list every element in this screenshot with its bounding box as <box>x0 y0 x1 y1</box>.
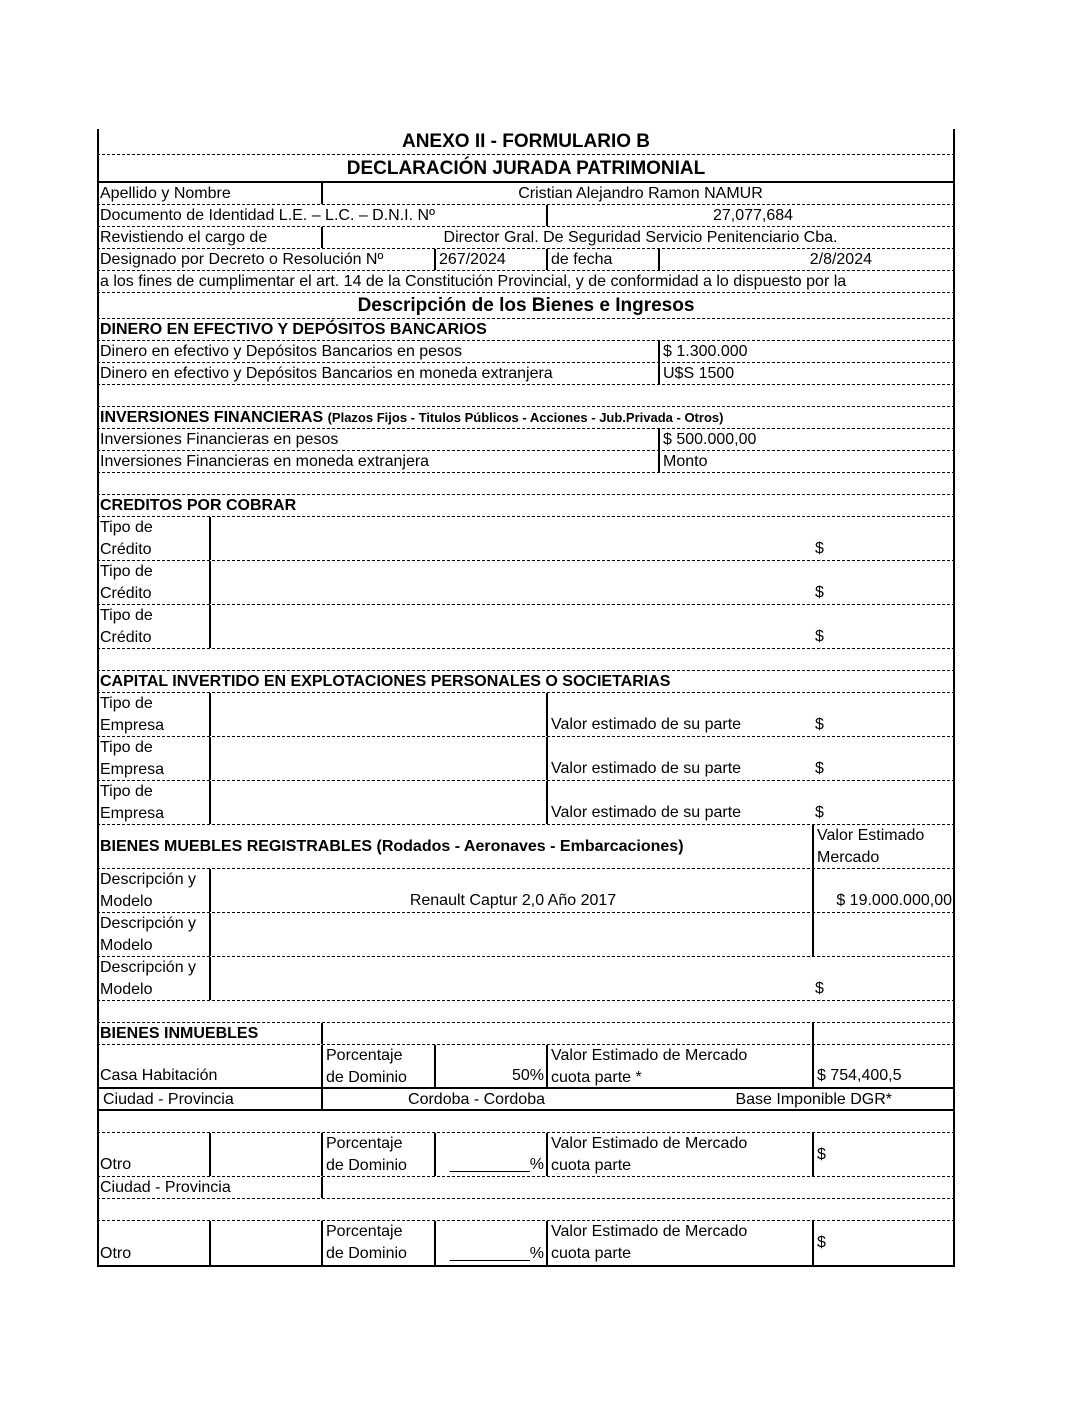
credito-amount[interactable]: $ <box>815 628 824 645</box>
dinero-pesos-row <box>97 341 955 363</box>
inversiones-title: INVERSIONES FINANCIERAS <box>100 409 324 426</box>
spacer-row <box>97 385 955 407</box>
casa-valor-label: Valor Estimado de Mercado cuota parte * <box>546 1045 812 1087</box>
capital-row <box>97 781 955 825</box>
fecha-value: 2/8/2024 <box>658 249 875 270</box>
otro-valor-value[interactable]: $ <box>812 1221 955 1265</box>
decreto-row <box>97 249 955 271</box>
muebles-title-cell <box>97 825 812 868</box>
empresa-field[interactable] <box>209 737 546 780</box>
mueble-label: Descripción y Modelo <box>100 915 197 954</box>
inversiones-extranjera-value: Monto <box>658 451 955 472</box>
empresa-label: Tipo de Empresa <box>100 695 165 734</box>
empresa-field[interactable] <box>209 693 546 736</box>
dinero-header-row <box>97 319 955 341</box>
credito-amount[interactable]: $ <box>815 540 824 557</box>
casa-ciudad-label: Ciudad - Provincia <box>103 1091 234 1108</box>
document-value: 27,077,684 <box>546 205 955 226</box>
otro-ciudad-field[interactable] <box>321 1177 955 1198</box>
inversiones-extranjera-row <box>97 451 955 473</box>
mueble-row <box>97 913 955 957</box>
muebles-valor-header: Valor Estimado Mercado <box>812 825 955 868</box>
title-row <box>97 129 955 155</box>
mueble-description[interactable] <box>209 913 812 956</box>
otro-valor-label: Valor Estimado de Mercado cuota parte <box>546 1221 812 1265</box>
inmuebles-header-cell <box>812 1023 955 1044</box>
dinero-extranjera-value: U$S 1500 <box>658 363 955 384</box>
credito-label: Tipo de Crédito <box>100 563 153 602</box>
name-row <box>97 183 955 205</box>
inversiones-title-cell <box>97 407 955 428</box>
dinero-pesos-value: $ 1.300.000 <box>658 341 955 362</box>
spacer-row <box>97 1199 955 1221</box>
otro-porcentaje-value[interactable]: _________% <box>434 1221 546 1265</box>
descripcion-title: Descripción de los Bienes e Ingresos <box>357 295 695 316</box>
document-row <box>97 205 955 227</box>
inversiones-title-note: (Plazos Fijos - Titulos Públicos - Acciones - Jub.Privada - Otros) <box>327 410 724 425</box>
casa-ciudad-row <box>97 1089 955 1111</box>
credito-label: Tipo de Crédito <box>100 519 153 558</box>
cargo-row <box>97 227 955 249</box>
muebles-title: BIENES MUEBLES REGISTRABLES <box>100 838 373 855</box>
capital-title: CAPITAL INVERTIDO EN EXPLOTACIONES PERSONALES O SOCIETARIAS <box>100 673 671 690</box>
inversiones-pesos-row <box>97 429 955 451</box>
form-bottom-border <box>97 1265 955 1267</box>
inversiones-extranjera-label: Inversiones Financieras en moneda extranjera <box>100 453 430 470</box>
capital-amount[interactable]: $ <box>815 760 824 777</box>
otro-porcentaje-label: Porcentaje de Dominio <box>321 1221 433 1265</box>
inversiones-pesos-value: $ 500.000,00 <box>658 429 955 450</box>
casa-porcentaje-value[interactable]: 50% <box>434 1045 546 1087</box>
cargo-value: Director Gral. De Seguridad Servicio Penitenciario Cba. <box>321 227 955 248</box>
inmuebles-header-row <box>97 1023 955 1045</box>
valor-estimado-label: Valor estimado de su parte <box>546 737 812 780</box>
decreto-value: 267/2024 <box>434 249 546 270</box>
spacer-row <box>97 473 955 495</box>
spacer-row <box>97 649 955 671</box>
name-value: Cristian Alejandro Ramon NAMUR <box>321 183 955 204</box>
credito-description-field[interactable] <box>209 561 812 604</box>
credito-description-field[interactable] <box>209 517 812 560</box>
fecha-label: de fecha <box>546 249 658 270</box>
decreto-label: Designado por Decreto o Resolución Nº <box>100 251 384 268</box>
casa-valor-value[interactable]: $ 754,400,5 <box>812 1045 955 1087</box>
otro-porcentaje-value[interactable]: _________% <box>434 1133 546 1176</box>
inversiones-pesos-label: Inversiones Financieras en pesos <box>100 431 339 448</box>
mueble-description[interactable] <box>209 957 812 1000</box>
cargo-label: Revistiendo el cargo de <box>100 229 268 246</box>
otro-field[interactable] <box>209 1221 321 1265</box>
mueble-label: Descripción y Modelo <box>100 871 197 910</box>
inmuebles-title: BIENES INMUEBLES <box>100 1025 259 1042</box>
dinero-title: DINERO EN EFECTIVO Y DEPÓSITOS BANCARIOS <box>100 321 487 338</box>
spacer-row <box>97 1001 955 1023</box>
capital-amount[interactable]: $ <box>815 804 824 821</box>
mueble-row <box>97 869 955 913</box>
otro-valor-value[interactable]: $ <box>812 1133 955 1176</box>
creditos-header-row <box>97 495 955 517</box>
capital-header-row <box>97 671 955 693</box>
mueble-valor[interactable] <box>812 913 955 956</box>
empresa-label: Tipo de Empresa <box>100 739 165 778</box>
credito-row <box>97 605 955 649</box>
mueble-label: Descripción y Modelo <box>100 959 197 998</box>
casa-porcentaje-label: Porcentaje de Dominio <box>321 1045 433 1087</box>
capital-row <box>97 693 955 737</box>
document-label: Documento de Identidad L.E. – L.C. – D.N.I. Nº <box>100 207 435 224</box>
valor-estimado-label: Valor estimado de su parte <box>546 781 812 824</box>
otro-row <box>97 1221 955 1265</box>
dinero-extranjera-row <box>97 363 955 385</box>
fines-text: a los fines de cumplimentar el art. 14 de la Constitución Provincial, y de conformidad a lo dispuesto por la <box>100 273 847 290</box>
name-label: Apellido y Nombre <box>100 185 231 202</box>
casa-ciudad-value[interactable]: Cordoba - Cordoba <box>321 1089 627 1109</box>
muebles-header-row <box>97 825 955 869</box>
declaration-form <box>97 129 955 1265</box>
otro-ciudad-label: Ciudad - Provincia <box>100 1179 231 1196</box>
dinero-extranjera-label: Dinero en efectivo y Depósitos Bancarios en moneda extranjera <box>100 365 553 382</box>
descripcion-row <box>97 293 955 319</box>
form-title: ANEXO II - FORMULARIO B <box>401 131 651 152</box>
empresa-field[interactable] <box>209 781 546 824</box>
inmuebles-header-cell <box>321 1023 812 1044</box>
credito-row <box>97 561 955 605</box>
capital-row <box>97 737 955 781</box>
base-imponible-note: Base Imponible DGR* <box>735 1091 892 1108</box>
form-subtitle: DECLARACIÓN JURADA PATRIMONIAL <box>346 158 706 179</box>
creditos-title: CREDITOS POR COBRAR <box>100 497 297 514</box>
inversiones-header-row <box>97 407 955 429</box>
otro-row <box>97 1133 955 1177</box>
subtitle-row <box>97 155 955 183</box>
spacer-row <box>97 1111 955 1133</box>
mueble-valor[interactable]: $ 19.000.000,00 <box>812 869 955 912</box>
fines-row <box>97 271 955 293</box>
otro-label: Otro <box>100 1245 132 1262</box>
valor-estimado-label: Valor estimado de su parte <box>546 693 812 736</box>
mueble-description[interactable]: Renault Captur 2,0 Año 2017 <box>209 869 812 912</box>
credito-description-field[interactable] <box>209 605 812 648</box>
mueble-valor[interactable]: $ <box>815 980 824 997</box>
casa-label: Casa Habitación <box>100 1067 218 1084</box>
credito-amount[interactable]: $ <box>815 584 824 601</box>
mueble-row <box>97 957 955 1001</box>
dinero-pesos-label: Dinero en efectivo y Depósitos Bancarios en pesos <box>100 343 462 360</box>
otro-field[interactable] <box>209 1133 321 1176</box>
otro-ciudad-row <box>97 1177 955 1199</box>
otro-porcentaje-label: Porcentaje de Dominio <box>321 1133 433 1176</box>
credito-row <box>97 517 955 561</box>
empresa-label: Tipo de Empresa <box>100 783 165 822</box>
credito-label: Tipo de Crédito <box>100 607 153 646</box>
muebles-title-note: (Rodados - Aeronaves - Embarcaciones) <box>376 838 684 855</box>
otro-label: Otro <box>100 1156 132 1173</box>
otro-valor-label: Valor Estimado de Mercado cuota parte <box>546 1133 812 1176</box>
capital-amount[interactable]: $ <box>815 716 824 733</box>
casa-row <box>97 1045 955 1089</box>
